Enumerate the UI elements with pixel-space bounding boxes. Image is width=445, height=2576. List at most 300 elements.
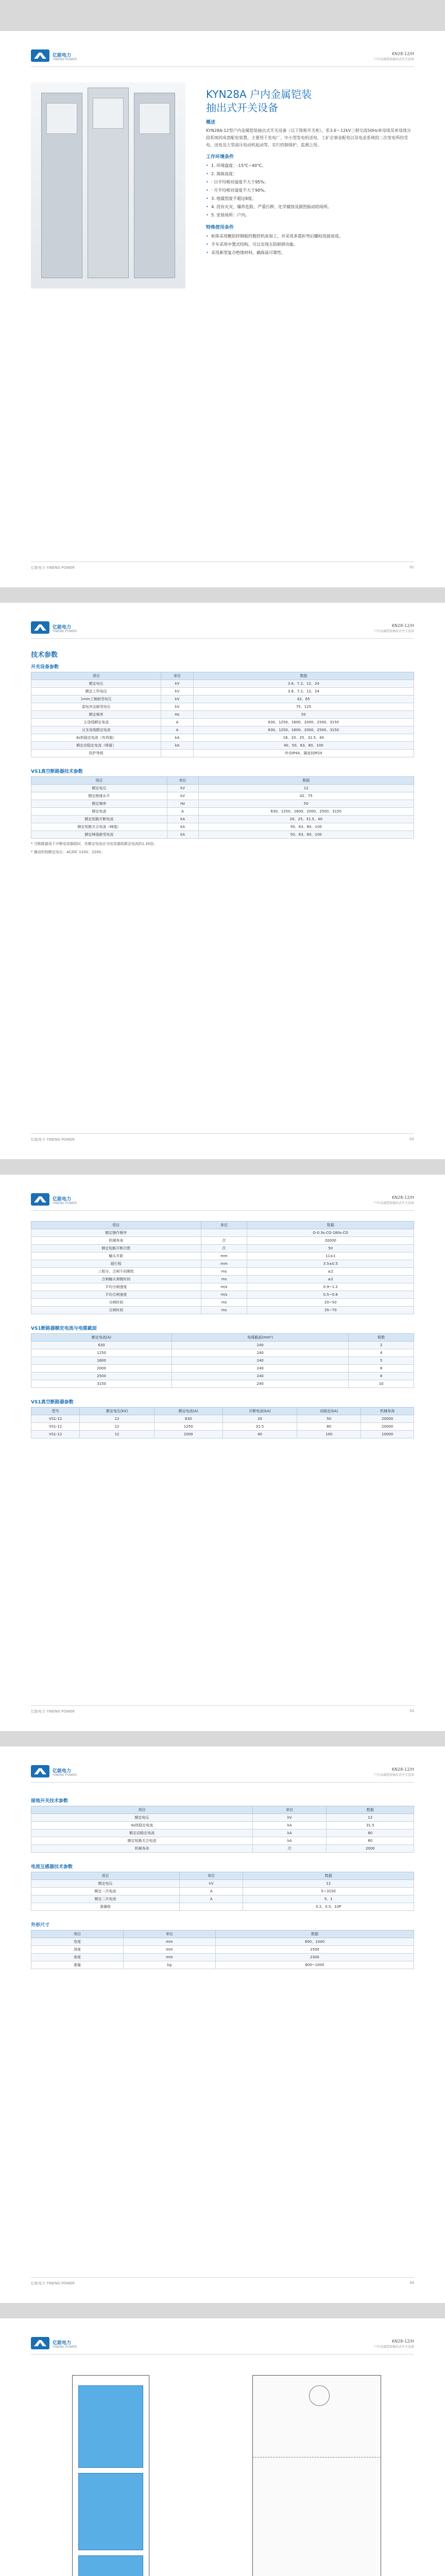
table-row bbox=[31, 1888, 414, 1895]
column-header: 开断电流(kA) bbox=[222, 1408, 297, 1415]
table-cell: mm bbox=[123, 1946, 215, 1954]
table-cell: kA bbox=[161, 742, 193, 750]
table-cell: kA bbox=[167, 816, 198, 823]
table-cell: kA bbox=[161, 734, 193, 742]
model-code: KN28-12/H bbox=[391, 2339, 414, 2344]
table-cell: kA bbox=[253, 1822, 327, 1829]
table-cell: 额定短路开断电流 bbox=[31, 816, 167, 823]
brand-name: 亿能电力 bbox=[53, 625, 72, 630]
page-5 bbox=[0, 2318, 445, 2576]
page-2 bbox=[0, 603, 445, 1159]
cabinet-illustration bbox=[31, 82, 185, 289]
dimension-table bbox=[31, 1930, 414, 1969]
env-item: • · 月平均相对湿度不大于90%。 bbox=[206, 187, 414, 195]
table-row bbox=[31, 1229, 414, 1237]
table-cell: 额定频率 bbox=[31, 711, 161, 719]
page-number: 01 bbox=[409, 565, 414, 569]
table-cell: 2000 bbox=[154, 1431, 222, 1438]
brand-sub: YINENG POWER bbox=[53, 1773, 77, 1777]
column-header: 数据 bbox=[327, 1806, 414, 1814]
column-header: 项目 bbox=[31, 1222, 201, 1229]
overview-heading: 概述 bbox=[206, 120, 216, 125]
table-cell: 630、1250、1600、2000、2500、3150 bbox=[193, 719, 414, 726]
table-cell: 240 bbox=[172, 1365, 349, 1372]
footer-brand: 亿能电力 YINENG POWER bbox=[31, 566, 75, 570]
table-cell: Hz bbox=[167, 800, 198, 808]
table-cell: 16、20、25、31.5、40 bbox=[193, 734, 414, 742]
footer-brand: 亿能电力 YINENG POWER bbox=[31, 1138, 75, 1142]
table-cell: 0.9~1.2 bbox=[247, 1283, 414, 1291]
table-cell: 超行程 bbox=[31, 1260, 201, 1268]
table-cell: 50 bbox=[247, 1245, 414, 1252]
table-row bbox=[31, 1938, 414, 1946]
table-cell: 240 bbox=[172, 1342, 349, 1349]
table-row bbox=[31, 1380, 414, 1388]
table-cell: 20000 bbox=[361, 1415, 414, 1423]
brand-sub: YINENG POWER bbox=[53, 630, 77, 633]
page-header bbox=[31, 46, 414, 67]
table-row bbox=[31, 703, 414, 711]
table-cell: m/s bbox=[201, 1283, 247, 1291]
table-row bbox=[31, 1342, 414, 1349]
table-cell: 75、125 bbox=[193, 703, 414, 711]
table-row bbox=[31, 719, 414, 726]
table-cell: 3150 bbox=[31, 1380, 172, 1388]
switchgear-params-table bbox=[31, 672, 414, 757]
column-header: 额定电流(A) bbox=[31, 1334, 172, 1342]
table-cell: kV bbox=[180, 1880, 243, 1888]
feature-item: • 采用新型复合绝缘材料，确保高可靠性。 bbox=[206, 249, 414, 257]
table-cell: 20、25、31.5、40 bbox=[198, 816, 414, 823]
table-cell: 1500 bbox=[215, 1946, 414, 1954]
table-cell: ≤2 bbox=[247, 1276, 414, 1283]
table-heading: 接地开关技术参数 bbox=[31, 1799, 69, 1804]
table-cell: 1250 bbox=[154, 1423, 222, 1431]
table-cell: kV bbox=[161, 688, 193, 696]
table-cell: 防护等级 bbox=[31, 750, 161, 757]
table-cell: 2500 bbox=[31, 1372, 172, 1380]
environment-list bbox=[206, 162, 414, 219]
table-cell: 额定电压 bbox=[31, 1814, 253, 1822]
table-cell: 240 bbox=[172, 1380, 349, 1388]
table-cell: 240 bbox=[172, 1372, 349, 1380]
table-cell: 额定动稳定电流（峰值） bbox=[31, 742, 161, 750]
brand-name: 亿能电力 bbox=[53, 1769, 72, 1774]
vs1-table bbox=[31, 1407, 414, 1438]
side-view-drawing bbox=[242, 2375, 397, 2576]
table-cell: 6 bbox=[349, 1365, 414, 1372]
table-cell: 额定峰值耐受电流 bbox=[31, 831, 167, 839]
table-cell: 50 bbox=[193, 711, 414, 719]
table-cell bbox=[180, 1903, 243, 1911]
table-row bbox=[31, 1245, 414, 1252]
table-cell: 深度 bbox=[31, 1946, 124, 1954]
table-cell: 630、1250、1600、2000、2500、3150 bbox=[193, 726, 414, 734]
page-header bbox=[31, 1190, 414, 1211]
column-header: 单位 bbox=[253, 1806, 327, 1814]
table-cell: 额定短路关合电流（峰值） bbox=[31, 823, 167, 831]
table-cell: kg bbox=[123, 1961, 215, 1969]
table-row bbox=[31, 1283, 414, 1291]
table-cell: 1600 bbox=[31, 1357, 172, 1365]
model-code: KN28-12/H bbox=[391, 623, 414, 628]
page-number: 03 bbox=[409, 1709, 414, 1713]
column-header: 项目 bbox=[31, 1806, 253, 1814]
table-heading: VS1真空断路器参数 bbox=[31, 1400, 74, 1405]
column-header: 型号 bbox=[31, 1408, 80, 1415]
table-cell: kV bbox=[167, 785, 198, 792]
column-header: 数据 bbox=[198, 777, 414, 785]
table-cell: 额定二次电流 bbox=[31, 1895, 180, 1903]
table-cell: 40 bbox=[222, 1431, 297, 1438]
table-row bbox=[31, 1268, 414, 1276]
brand-name: 亿能电力 bbox=[53, 53, 72, 58]
table-cell: Hz bbox=[161, 711, 193, 719]
column-header: 项目 bbox=[31, 777, 167, 785]
table-cell: kV bbox=[161, 696, 193, 703]
table-cell: 8 bbox=[349, 1372, 414, 1380]
table-cell: 5~3150 bbox=[243, 1888, 414, 1895]
table-cell: 80 bbox=[327, 1837, 414, 1845]
table-cell: 0.5~0.8 bbox=[247, 1291, 414, 1299]
table-row bbox=[31, 1814, 414, 1822]
table-heading: 开关设备参数 bbox=[31, 665, 59, 670]
note: * 操动机构额定电压：AC/DC 110V、220V。 bbox=[31, 850, 105, 854]
table-row bbox=[31, 800, 414, 808]
table-cell: 准确级 bbox=[31, 1903, 180, 1911]
page-footer bbox=[31, 2277, 414, 2287]
table-row bbox=[31, 831, 414, 839]
table-cell: 35~70 bbox=[247, 1307, 414, 1314]
column-header: 项目 bbox=[31, 1872, 180, 1880]
env-item: • 4. 没有火灾、爆炸危险、严重污秽、化学腐蚀及剧烈振动的场所。 bbox=[206, 203, 414, 211]
table-cell: 50、63、80、100 bbox=[198, 831, 414, 839]
ct-table bbox=[31, 1872, 414, 1911]
table-cell: ≤2 bbox=[247, 1268, 414, 1276]
table-cell: 分闸时间 bbox=[31, 1299, 201, 1307]
column-header: 项目 bbox=[31, 1930, 124, 1938]
table-row bbox=[31, 1260, 414, 1268]
model-sub: 户内金属铠装抽出式开关设备 bbox=[373, 1773, 414, 1777]
table-cell: 0.2、0.5、10P bbox=[243, 1903, 414, 1911]
table-cell: 240 bbox=[172, 1349, 349, 1357]
table-cell: 平均分闸速度 bbox=[31, 1283, 201, 1291]
page-3 bbox=[0, 1175, 445, 1731]
column-header: 额定电压(kV) bbox=[80, 1408, 155, 1415]
table-cell: 重量 bbox=[31, 1961, 124, 1969]
table-heading: VS1真空断路器技术参数 bbox=[31, 769, 83, 774]
table-cell: 外壳IP4X、隔室间IP2X bbox=[193, 750, 414, 757]
table-cell: 合闸触头弹跳时间 bbox=[31, 1276, 201, 1283]
table-cell: 触头开距 bbox=[31, 1252, 201, 1260]
table-row bbox=[31, 1954, 414, 1961]
table-cell: 次 bbox=[201, 1245, 247, 1252]
table-row bbox=[31, 1276, 414, 1283]
table-cell: 额定操作顺序 bbox=[31, 1229, 201, 1237]
table-cell: kA bbox=[167, 823, 198, 831]
table-cell: 12 bbox=[80, 1415, 155, 1423]
column-header: 单位 bbox=[180, 1872, 243, 1880]
table-cell bbox=[201, 1229, 247, 1237]
table-cell: 5、1 bbox=[243, 1895, 414, 1903]
table-cell: ms bbox=[201, 1276, 247, 1283]
table-cell: 10 bbox=[349, 1380, 414, 1388]
table-row bbox=[31, 1423, 414, 1431]
table-cell: 三相分、合闸不同期性 bbox=[31, 1268, 201, 1276]
table-row bbox=[31, 785, 414, 792]
table-cell: kV bbox=[167, 792, 198, 800]
table-row bbox=[31, 711, 414, 719]
env-item: • 3. 地震烈度不超过8度。 bbox=[206, 195, 414, 203]
table-cell: kA bbox=[253, 1829, 327, 1837]
column-header: 动稳定(kA) bbox=[297, 1408, 361, 1415]
env-item: • · 日平均相对湿度不大于95%； bbox=[206, 178, 414, 187]
table-cell: 额定绝缘水平 bbox=[31, 792, 167, 800]
table-cell: 4 bbox=[349, 1349, 414, 1357]
table-row bbox=[31, 1845, 414, 1853]
page-footer bbox=[31, 1133, 414, 1144]
table-cell: 2000 bbox=[31, 1365, 172, 1372]
table-row bbox=[31, 1252, 414, 1260]
table-cell: 1250 bbox=[31, 1349, 172, 1357]
table-cell: 合闸时间 bbox=[31, 1307, 201, 1314]
table-cell: 额定电流 bbox=[31, 808, 167, 816]
table-cell: 630 bbox=[31, 1342, 172, 1349]
table-cell: A bbox=[180, 1895, 243, 1903]
env-item: • 5. 安装场所：户内。 bbox=[206, 211, 414, 219]
table-cell: 额定频率 bbox=[31, 800, 167, 808]
table-cell: 20~50 bbox=[247, 1299, 414, 1307]
table-row bbox=[31, 1307, 414, 1314]
table-cell: 630 bbox=[154, 1415, 222, 1423]
page-header bbox=[31, 1762, 414, 1783]
table-cell: 12 bbox=[243, 1880, 414, 1888]
table-cell: mm bbox=[123, 1938, 215, 1946]
operation-params-table bbox=[31, 1221, 414, 1314]
note: * 当断路器用于开断电容器组时，其额定电流应为电容器组额定电流的1.35倍。 bbox=[31, 842, 158, 846]
table-cell: 额定一次电流 bbox=[31, 1888, 180, 1895]
brand-sub: YINENG POWER bbox=[53, 58, 77, 61]
page-footer bbox=[31, 562, 414, 572]
feature-item: • 手车采用中置式结构，可以实现五防联锁功能。 bbox=[206, 241, 414, 249]
feature-item: • 柜体采用敷铝锌钢板经数控机床加工，并采用多重折弯后螺栓连接而成。 bbox=[206, 232, 414, 241]
table-cell: 4s热稳定电流 bbox=[31, 1822, 253, 1829]
table-cell: 额定电压 bbox=[31, 680, 161, 688]
table-row bbox=[31, 750, 414, 757]
model-sub: 户内金属铠装抽出式开关设备 bbox=[373, 58, 414, 61]
table-cell: 机械寿命 bbox=[31, 1845, 253, 1853]
table-cell: 50 bbox=[198, 800, 414, 808]
table-cell: 宽度 bbox=[31, 1938, 124, 1946]
table-cell: kV bbox=[161, 680, 193, 688]
table-cell: 2 bbox=[349, 1342, 414, 1349]
table-cell: VS1-12 bbox=[31, 1415, 80, 1423]
table-cell: A bbox=[161, 726, 193, 734]
table-row bbox=[31, 823, 414, 831]
table-cell: 雷电冲击耐受电压 bbox=[31, 703, 161, 711]
table-cell: 次 bbox=[201, 1237, 247, 1245]
table-row bbox=[31, 688, 414, 696]
table-row bbox=[31, 1349, 414, 1357]
table-cell: 3.5±0.5 bbox=[247, 1260, 414, 1268]
table-cell: 12 bbox=[80, 1431, 155, 1438]
table-row bbox=[31, 1880, 414, 1888]
table-cell: A bbox=[180, 1888, 243, 1895]
table-row bbox=[31, 808, 414, 816]
table-cell: mm bbox=[201, 1260, 247, 1268]
table-cell: 额定电压 bbox=[31, 785, 167, 792]
front-view-drawing bbox=[52, 2375, 180, 2576]
table-row bbox=[31, 726, 414, 734]
table-row bbox=[31, 680, 414, 688]
table-cell: 额定工作电压 bbox=[31, 688, 161, 696]
table-row bbox=[31, 1365, 414, 1372]
table-cell: O-0.3s-CO-180s-CO bbox=[247, 1229, 414, 1237]
page-number: 02 bbox=[409, 1137, 414, 1141]
table-cell: 40、50、63、80、100 bbox=[193, 742, 414, 750]
brand-name: 亿能电力 bbox=[53, 1197, 72, 1202]
column-header: 数据 bbox=[243, 1872, 414, 1880]
table-row bbox=[31, 1903, 414, 1911]
product-title: KYN28A 户内金属铠装 抽出式开关设备 bbox=[206, 88, 312, 114]
table-cell: mm bbox=[123, 1954, 215, 1961]
table-cell: kA bbox=[253, 1837, 327, 1845]
column-header: 根数 bbox=[349, 1334, 414, 1342]
table-cell: 机械寿命 bbox=[31, 1237, 201, 1245]
brand-sub: YINENG POWER bbox=[53, 1201, 77, 1205]
table-row bbox=[31, 696, 414, 703]
overview-text: KYN28A-12型户内金属铠装抽出式开关设备（以下简称开关柜），系3.6～12kV三相交流50Hz单母线及单母线分段系统的成套配电装置。主要用于发电厂、中小型发电机送电、工矿企事业配电以及电业系统的二次变电所的受电、送电及大型高压电动机起动等，实行控制保护、监测之用。 bbox=[206, 128, 411, 147]
column-header: 数据 bbox=[193, 672, 414, 680]
env-item: • 1. 环境温度：-15℃~40℃。 bbox=[206, 162, 414, 170]
table-row bbox=[31, 1946, 414, 1954]
table-cell: 高度 bbox=[31, 1954, 124, 1961]
table-cell: 80 bbox=[297, 1423, 361, 1431]
column-header: 单位 bbox=[161, 672, 193, 680]
page-number: 04 bbox=[409, 2281, 414, 2285]
section-title: 技术参数 bbox=[31, 651, 58, 659]
table-cell: 额定短路开断次数 bbox=[31, 1245, 201, 1252]
table-cell: kV bbox=[161, 703, 193, 711]
table-row bbox=[31, 1357, 414, 1365]
table-cell: VS1-12 bbox=[31, 1423, 80, 1431]
table-cell: 31.5 bbox=[222, 1423, 297, 1431]
model-code: KN28-12/H bbox=[391, 1767, 414, 1772]
table-cell: 4s热稳定电流（有效值） bbox=[31, 734, 161, 742]
table-cell: kA bbox=[167, 831, 198, 839]
brand-logo-icon bbox=[31, 2337, 49, 2349]
table-row bbox=[31, 1372, 414, 1380]
table-row bbox=[31, 1237, 414, 1245]
table-cell: ms bbox=[201, 1307, 247, 1314]
environment-heading: 工作环境条件 bbox=[206, 155, 234, 160]
model-sub: 户内金属铠装抽出式开关设备 bbox=[373, 630, 414, 633]
table-cell: 分支母线额定电流 bbox=[31, 726, 161, 734]
table-cell: 2000 bbox=[327, 1845, 414, 1853]
page-footer bbox=[31, 1705, 414, 1716]
table-row bbox=[31, 742, 414, 750]
column-header: 数据 bbox=[247, 1222, 414, 1229]
table-row bbox=[31, 1299, 414, 1307]
table-cell: 42、75 bbox=[198, 792, 414, 800]
table-row bbox=[31, 1415, 414, 1423]
table-cell: m/s bbox=[201, 1291, 247, 1299]
table-row bbox=[31, 816, 414, 823]
brand-logo-icon bbox=[31, 1765, 49, 1777]
table-row bbox=[31, 1895, 414, 1903]
env-item: • 2. 海拔高度： bbox=[206, 170, 414, 178]
table-cell: 11±1 bbox=[247, 1252, 414, 1260]
table-cell: 次 bbox=[253, 1845, 327, 1853]
table-cell: 额定电压 bbox=[31, 1880, 180, 1888]
table-cell: 800、1000 bbox=[215, 1938, 414, 1946]
model-code: KN28-12/H bbox=[391, 52, 414, 56]
page-4 bbox=[0, 1747, 445, 2303]
table-cell: 80 bbox=[327, 1829, 414, 1837]
table-cell: 10000 bbox=[361, 1431, 414, 1438]
column-header: 数据 bbox=[215, 1930, 414, 1938]
breaker-params-table bbox=[31, 776, 414, 839]
column-header: 电缆截面(mm²) bbox=[172, 1334, 349, 1342]
table-cell: 1min工频耐受电压 bbox=[31, 696, 161, 703]
table-cell: 240 bbox=[172, 1357, 349, 1365]
column-header: 单位 bbox=[167, 777, 198, 785]
table-row bbox=[31, 792, 414, 800]
page-header bbox=[31, 618, 414, 639]
footer-brand: 亿能电力 YINENG POWER bbox=[31, 1709, 75, 1714]
table-row bbox=[31, 734, 414, 742]
table-cell: ms bbox=[201, 1268, 247, 1276]
table-cell: 630、1250、1600、2000、2500、3150 bbox=[198, 808, 414, 816]
table-cell: 12 bbox=[327, 1814, 414, 1822]
table-cell: 42、65 bbox=[193, 696, 414, 703]
brand-logo-icon bbox=[31, 1193, 49, 1206]
table-cell: 额定短路关合电流 bbox=[31, 1837, 253, 1845]
table-cell: kV bbox=[253, 1814, 327, 1822]
table-cell: 50 bbox=[297, 1415, 361, 1423]
table-cell: 3.6、7.2、12、24 bbox=[193, 680, 414, 688]
table-cell: 20000 bbox=[247, 1237, 414, 1245]
table-row bbox=[31, 1291, 414, 1299]
table-row bbox=[31, 1822, 414, 1829]
table-cell bbox=[161, 750, 193, 757]
brand-logo-icon bbox=[31, 49, 49, 62]
table-cell: 额定动稳定电流 bbox=[31, 1829, 253, 1837]
table-cell: VS1-12 bbox=[31, 1431, 80, 1438]
table-row bbox=[31, 1829, 414, 1837]
column-header: 单位 bbox=[123, 1930, 215, 1938]
table-cell: 主母线额定电流 bbox=[31, 719, 161, 726]
table-row bbox=[31, 1431, 414, 1438]
column-header: 项目 bbox=[31, 672, 161, 680]
column-header: 额定电流(A) bbox=[154, 1408, 222, 1415]
column-header: 单位 bbox=[201, 1222, 247, 1229]
table-cell: ms bbox=[201, 1299, 247, 1307]
column-header: 机械寿命 bbox=[361, 1408, 414, 1415]
table-cell: 平均合闸速度 bbox=[31, 1291, 201, 1299]
model-sub: 户内金属铠装抽出式开关设备 bbox=[373, 1201, 414, 1205]
features-list bbox=[206, 232, 414, 257]
table-cell: 5 bbox=[349, 1357, 414, 1365]
table-cell: 800~1000 bbox=[215, 1961, 414, 1969]
model-sub: 户内金属铠装抽出式开关设备 bbox=[373, 2345, 414, 2349]
table-cell: 3.6、7.2、12、24 bbox=[193, 688, 414, 696]
table-cell: 2300 bbox=[215, 1954, 414, 1961]
table-row bbox=[31, 1961, 414, 1969]
table-heading: 电流互感器技术参数 bbox=[31, 1865, 73, 1870]
footer-brand: 亿能电力 YINENG POWER bbox=[31, 2281, 75, 2285]
brand-name: 亿能电力 bbox=[53, 2341, 72, 2346]
